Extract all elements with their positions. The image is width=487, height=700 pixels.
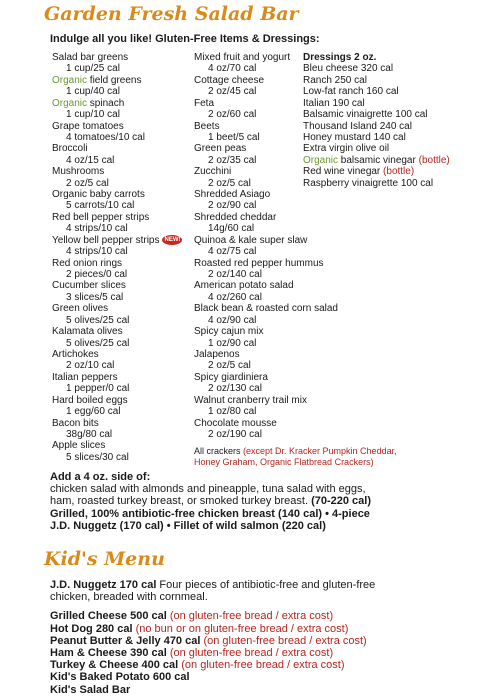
menu-text: Quinoa & kale super slaw — [194, 234, 308, 246]
menu-line — [52, 98, 182, 109]
menu-line — [303, 109, 450, 120]
menu-text: Spicy giardiniera — [194, 371, 268, 383]
menu-line — [194, 429, 338, 440]
menu-line — [52, 292, 182, 303]
menu-text: spinach — [87, 97, 125, 109]
menu-line — [194, 395, 338, 406]
menu-line — [52, 303, 182, 314]
menu-text: Yellow bell pepper strips — [52, 234, 160, 246]
menu-line — [194, 383, 338, 394]
menu-text: 1 cup/25 cal — [66, 63, 120, 75]
menu-line — [194, 280, 338, 291]
menu-line — [194, 360, 338, 371]
kids-menu-title: Kid's Menu — [44, 548, 165, 570]
kids-items — [50, 610, 375, 695]
menu-line — [52, 440, 182, 451]
menu-line — [303, 121, 450, 132]
menu-line — [303, 63, 450, 74]
kids-item-name: Kid's Baked Potato 600 cal — [50, 671, 190, 684]
menu-text: 4 oz/260 cal — [208, 291, 262, 303]
kids-item — [50, 671, 375, 683]
menu-line — [303, 166, 450, 177]
menu-line — [52, 63, 182, 74]
menu-line — [52, 235, 182, 246]
menu-text: Mushrooms — [52, 166, 105, 178]
menu-text: Red onion rings — [52, 257, 123, 269]
menu-line — [52, 132, 182, 143]
menu-line — [194, 223, 338, 234]
menu-text: (bottle) — [418, 154, 450, 166]
menu-text: Walnut cranberry trail mix — [194, 394, 307, 406]
kids-item-name: Hot Dog 280 cal — [50, 622, 133, 635]
menu-line — [194, 200, 338, 211]
menu-line — [52, 269, 182, 280]
menu-line — [52, 406, 182, 417]
kids-item-name: Kid's Salad Bar — [50, 683, 131, 696]
menu-text: 2 oz/90 cal — [208, 200, 257, 212]
menu-text: Hard boiled eggs — [52, 394, 128, 406]
menu-line — [194, 235, 338, 246]
menu-text: 3 slices/5 cal — [66, 291, 124, 303]
menu-text: 2 oz/130 cal — [208, 383, 262, 395]
menu-text: 2 oz/10 cal — [66, 360, 115, 372]
kids-item-note: (on gluten-free bread / extra cost) — [178, 659, 345, 672]
menu-subtitle: Indulge all you like! Gluten-Free Items & Dressings: — [50, 33, 320, 45]
menu-text: (bottle) — [383, 166, 415, 178]
menu-text: Bacon bits — [52, 417, 99, 429]
menu-text: Spicy cajun mix — [194, 326, 264, 338]
menu-text: 1 cup/10 cal — [66, 109, 120, 121]
crackers-note — [194, 446, 397, 468]
menu-line — [52, 383, 182, 394]
menu-text: 1 egg/60 cal — [66, 406, 121, 418]
menu-line — [194, 372, 338, 383]
menu-line — [52, 52, 182, 63]
kids-item-note: (on gluten-free bread / extra cost) — [166, 610, 334, 623]
side-calories: (70-220 cal) — [311, 495, 371, 508]
menu-text: Cottage cheese — [194, 74, 265, 86]
menu-line — [194, 326, 338, 337]
menu-text: 38g/80 cal — [66, 428, 113, 440]
kids-item — [50, 659, 375, 671]
menu-text: Green peas — [194, 143, 247, 155]
kids-item-name: Ham & Cheese 390 cal — [50, 647, 167, 660]
menu-text: Cucumber slices — [52, 280, 126, 292]
crackers-exception-2: Honey Graham, Organic Flatbread Crackers) — [194, 457, 374, 467]
menu-text: 4 oz/15 cal — [66, 154, 115, 166]
side-line-3: Grilled, 100% antibiotic-free chicken breast (140 cal) • 4-piece — [50, 507, 370, 520]
menu-line — [52, 166, 182, 177]
menu-line — [194, 258, 338, 269]
menu-text: Raspberry vinaigrette 100 cal — [303, 177, 434, 189]
menu-line — [303, 75, 450, 86]
menu-text: Kalamata olives — [52, 326, 123, 338]
menu-text: Dressings 2 oz. — [303, 52, 377, 63]
menu-line — [52, 246, 182, 257]
menu-line — [194, 189, 338, 200]
menu-line — [52, 418, 182, 429]
menu-text: Thousand Island 240 cal — [303, 120, 412, 132]
crackers-exception-1: (except Dr. Kracker Pumpkin Cheddar, — [243, 446, 397, 456]
menu-text: Salad bar greens — [52, 52, 129, 63]
kids-item-note: (on gluten-free bread / extra cost) — [200, 634, 367, 647]
kids-item — [50, 623, 375, 635]
menu-line — [303, 98, 450, 109]
menu-line — [194, 292, 338, 303]
crackers-label: All crackers — [194, 446, 244, 456]
menu-text: 2 oz/45 cal — [208, 86, 257, 98]
menu-line — [194, 349, 338, 360]
menu-text: 5 olives/25 cal — [66, 314, 130, 326]
kids-item-name: Turkey & Cheese 400 cal — [50, 659, 179, 672]
menu-text: 2 oz/35 cal — [208, 154, 257, 166]
side-heading: Add a 4 oz. side of: — [50, 471, 151, 483]
kids-item-note: (no bun or on gluten-free bread / extra cost) — [132, 622, 349, 635]
kids-menu — [50, 579, 375, 696]
menu-text: American potato salad — [194, 280, 294, 292]
menu-line — [52, 429, 182, 440]
menu-text: Honey mustard 140 cal — [303, 131, 406, 143]
menu-line — [52, 189, 182, 200]
menu-text: 14g/60 cal — [208, 223, 255, 235]
menu-line — [52, 121, 182, 132]
menu-text: 1 pepper/0 cal — [66, 383, 130, 395]
menu-text: 4 oz/75 cal — [208, 246, 257, 258]
menu-text: Organic — [52, 74, 88, 86]
menu-line — [194, 212, 338, 223]
menu-line — [52, 338, 182, 349]
menu-line — [52, 452, 182, 463]
menu-line — [52, 372, 182, 383]
menu-line — [303, 52, 450, 63]
new-badge: NEW! — [164, 237, 181, 244]
menu-text: Grape tomatoes — [52, 120, 124, 132]
menu-text: Black bean & roasted corn salad — [194, 303, 338, 315]
menu-text: 1 cup/40 cal — [66, 86, 120, 98]
menu-line — [52, 212, 182, 223]
menu-line — [194, 338, 338, 349]
menu-text: Feta — [194, 97, 215, 109]
menu-text: Bleu cheese 320 cal — [303, 63, 394, 75]
menu-text: 4 oz/90 cal — [208, 314, 257, 326]
menu-text: Zucchini — [194, 166, 232, 178]
menu-line — [52, 143, 182, 154]
menu-text: 2 oz/5 cal — [208, 177, 251, 189]
menu-text: 2 oz/60 cal — [208, 109, 257, 121]
menu-line — [52, 258, 182, 269]
menu-text: Red bell pepper strips — [52, 211, 150, 223]
menu-line — [52, 86, 182, 97]
menu-line — [52, 200, 182, 211]
menu-text: 5 olives/25 cal — [66, 337, 130, 349]
kids-item — [50, 610, 375, 622]
menu-line — [303, 178, 450, 189]
menu-text: Italian peppers — [52, 371, 118, 383]
kids-nuggetz-desc: Four pieces of antibiotic-free and gluten-free — [156, 579, 376, 591]
menu-line — [303, 155, 450, 166]
menu-line — [52, 326, 182, 337]
menu-text: 4 strips/10 cal — [66, 246, 128, 258]
dressings-column — [303, 52, 450, 189]
menu-line — [52, 75, 182, 86]
menu-text: 1 oz/90 cal — [208, 337, 257, 349]
menu-text: 2 oz/190 cal — [208, 428, 262, 440]
menu-text: Red wine vinegar — [303, 166, 384, 178]
menu-line — [52, 223, 182, 234]
menu-text: Artichokes — [52, 348, 99, 360]
menu-text: 5 carrots/10 cal — [66, 200, 135, 212]
menu-text: 4 oz/70 cal — [208, 63, 257, 75]
menu-text: Organic — [52, 97, 88, 109]
menu-text: Balsamic vinaigrette 100 cal — [303, 109, 428, 121]
menu-line — [52, 280, 182, 291]
menu-line — [52, 178, 182, 189]
side-line-4: J.D. Nuggetz (170 cal) • Fillet of wild salmon (220 cal) — [50, 519, 326, 532]
kids-item — [50, 635, 375, 647]
menu-text: Mixed fruit and yogurt — [194, 52, 291, 63]
menu-text: 5 slices/30 cal — [66, 451, 129, 463]
menu-line — [52, 395, 182, 406]
menu-line — [52, 109, 182, 120]
kids-item — [50, 647, 375, 659]
menu-text: 2 oz/5 cal — [208, 360, 251, 372]
menu-line — [303, 86, 450, 97]
menu-line — [52, 315, 182, 326]
menu-line — [303, 143, 450, 154]
menu-text: Ranch 250 cal — [303, 74, 367, 86]
menu-text: 2 oz/5 cal — [66, 177, 109, 189]
menu-text: 1 oz/80 cal — [208, 406, 257, 418]
kids-item-name: Peanut Butter & Jelly 470 cal — [50, 634, 201, 647]
salad-items-column-1 — [52, 52, 182, 463]
menu-text: field greens — [87, 74, 142, 86]
side-line-1: chicken salad with almonds and pineapple, tuna salad with eggs, — [50, 483, 366, 496]
menu-text: Broccoli — [52, 143, 88, 155]
menu-line — [194, 269, 338, 280]
menu-text: balsamic vinegar — [338, 154, 419, 166]
menu-text: Shredded cheddar — [194, 211, 277, 223]
menu-line — [194, 303, 338, 314]
menu-text: Jalapenos — [194, 348, 240, 360]
menu-text: 2 pieces/0 cal — [66, 269, 128, 281]
menu-text: Organic baby carrots — [52, 189, 145, 201]
kids-item — [50, 684, 375, 696]
side-options — [50, 471, 371, 532]
menu-line — [194, 418, 338, 429]
menu-line — [52, 155, 182, 166]
kids-item-note: (on gluten-free bread / extra cost) — [166, 647, 334, 660]
menu-line — [194, 406, 338, 417]
menu-text: Apple slices — [52, 440, 106, 452]
menu-text: Beets — [194, 120, 220, 132]
menu-text: Green olives — [52, 303, 109, 315]
menu-text: Low-fat ranch 160 cal — [303, 86, 399, 98]
menu-text: 1 beet/5 cal — [208, 131, 260, 143]
menu-text: 4 tomatoes/10 cal — [66, 131, 145, 143]
menu-text: Extra virgin olive oil — [303, 143, 390, 155]
menu-text: Chocolate mousse — [194, 417, 277, 429]
menu-text: 2 oz/140 cal — [208, 269, 262, 281]
kids-nuggetz-desc-2: chicken, breaded with cornmeal. — [50, 591, 208, 604]
kids-nuggetz-name: J.D. Nuggetz 170 cal — [50, 579, 157, 591]
menu-text: Italian 190 cal — [303, 97, 365, 109]
menu-line — [52, 349, 182, 360]
menu-text: 4 strips/10 cal — [66, 223, 128, 235]
menu-title: Garden Fresh Salad Bar — [44, 3, 299, 25]
menu-line — [194, 315, 338, 326]
side-line-2: ham, roasted turkey breast, or smoked turkey breast. — [50, 495, 312, 508]
menu-text: Roasted red pepper hummus — [194, 257, 324, 269]
menu-line — [52, 360, 182, 371]
menu-line — [303, 132, 450, 143]
menu-text: Organic — [303, 154, 339, 166]
menu-line — [194, 246, 338, 257]
menu-text: Shredded Asiago — [194, 189, 271, 201]
kids-item-name: Grilled Cheese 500 cal — [50, 610, 167, 623]
